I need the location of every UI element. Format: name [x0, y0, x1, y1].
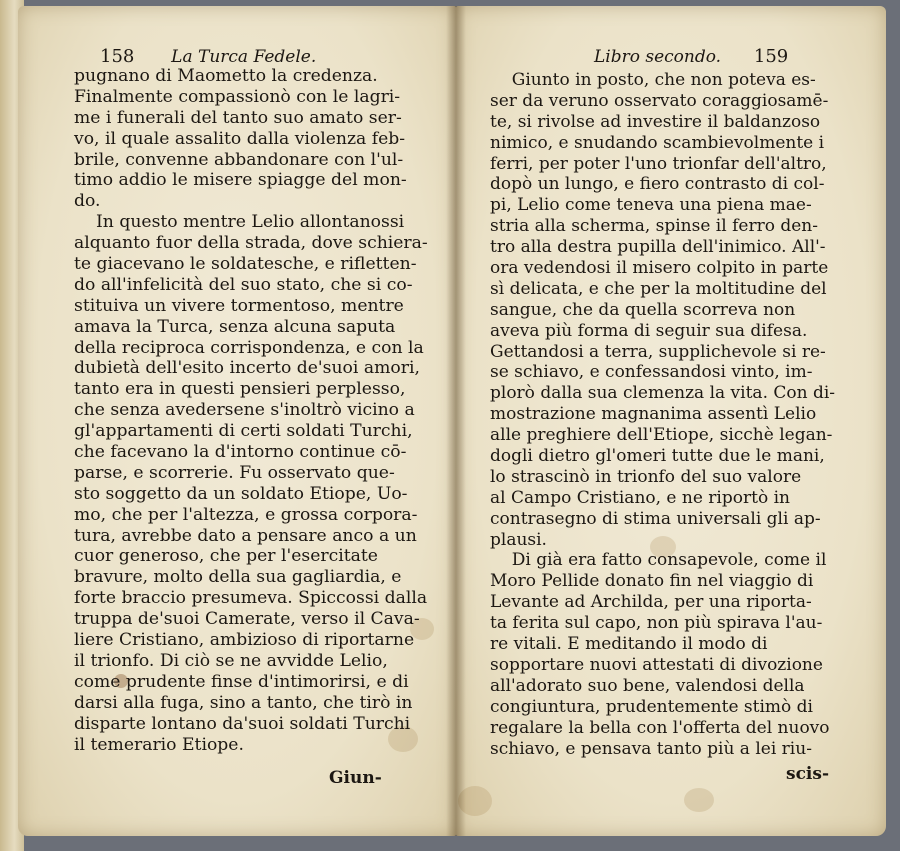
text-line: congiuntura, prudentemente stimò di	[490, 696, 813, 717]
text-line: nimico, e snudando scambievolmente i	[490, 132, 825, 153]
text-line: ora vedendosi il misero colpito in parte	[490, 258, 829, 279]
text-line: Finalmente compassionò con le lagri-	[74, 86, 401, 107]
text-line: mo, che per l'altezza, e grossa corpora-	[74, 504, 418, 525]
text-line: truppa de'suoi Camerate, verso il Cava-	[74, 609, 420, 630]
text-line: Giunto in posto, che non poteva es-	[511, 70, 816, 90]
text-line: regalare la bella con l'offerta del nuovo	[490, 717, 830, 738]
text-line: do.	[74, 191, 101, 212]
text-line: sangue, che da quella scorreva non	[490, 299, 796, 320]
text-line: plausi.	[490, 529, 547, 550]
text-line: ta ferita sul capo, non più spirava l'au-	[490, 613, 823, 634]
running-title: La Turca Fedele.	[171, 47, 317, 67]
page-number: 159	[753, 46, 789, 67]
catchword: Giun-	[329, 768, 382, 788]
text-line: te, si rivolse ad investire il baldanzoso	[490, 111, 821, 132]
text-line: aveva più forma di seguir sua difesa.	[490, 320, 808, 341]
text-line: tura, avrebbe dato a pensare anco a un	[74, 525, 417, 546]
right-page	[456, 6, 886, 836]
text-line: pugnano di Maometto la credenza.	[74, 66, 378, 86]
text-line: della reciproca corrispondenza, e con la	[74, 337, 424, 358]
page-number: 158	[100, 46, 135, 67]
running-title: Libro secondo.	[594, 47, 722, 67]
text-line: vo, il quale assalito dalla violenza feb-	[74, 128, 406, 149]
text-line: amava la Turca, senza alcuna saputa	[74, 316, 396, 337]
text-line: tanto era in questi pensieri perplesso,	[74, 379, 406, 400]
text-line: bravure, molto della sua gagliardia, e	[74, 567, 402, 588]
text-line: forte braccio presumeva. Spiccossi dalla	[74, 588, 428, 609]
text-line: schiavo, e pensava tanto più a lei riu-	[490, 738, 812, 759]
catchword: scis-	[786, 764, 830, 784]
text-line: Di già era fatto consapevole, come il	[511, 550, 827, 571]
text-line: stria alla scherma, spinse il ferro den-	[490, 216, 818, 237]
text-line: sì delicata, e che per la moltitudine del	[490, 278, 827, 299]
text-line: sto soggetto da un soldato Etiope, Uo-	[74, 483, 408, 504]
text-line: gl'appartamenti di certi soldati Turchi,	[74, 421, 413, 442]
text-line: timo addio le misere spiagge del mon-	[74, 170, 407, 191]
text-line: se schiavo, e confessandosi vinto, im-	[490, 362, 813, 383]
text-line: brile, convenne abbandonare con l'ul-	[74, 149, 404, 170]
text-line: Levante ad Archilda, per una riporta-	[490, 592, 812, 613]
text-line: plorò dalla sua clemenza la vita. Con di-	[490, 383, 836, 404]
text-line: mostrazione magnanima assentì Lelio	[490, 404, 817, 425]
text-line: tro alla destra pupilla dell'inimico. All'-	[490, 237, 826, 258]
text-line: sopportare nuovi attestati di divozione	[490, 654, 823, 675]
text-line: alle preghiere dell'Etiope, sicchè legan-	[490, 425, 833, 446]
text-line: lo strascinò in trionfo del suo valore	[490, 466, 802, 487]
text-line: pi, Lelio come teneva una piena mae-	[490, 195, 812, 216]
text-line: al Campo Cristiano, e ne riportò in	[490, 487, 790, 508]
text-line: darsi alla fuga, sino a tanto, che tirò in	[74, 692, 413, 713]
text-line: che senza avedersene s'inoltrò vicino a	[74, 400, 415, 421]
text-line: che facevano la d'intorno continue cō-	[74, 442, 407, 463]
paper-stain	[684, 788, 714, 812]
text-line: Gettandosi a terra, supplichevole si re-	[490, 341, 826, 362]
text-line: liere Cristiano, ambizioso di riportarne	[74, 630, 415, 651]
text-line: alquanto fuor della strada, dove schiera-	[74, 233, 428, 254]
text-line: disparte lontano da'suoi soldati Turchi	[74, 713, 411, 734]
book-gutter	[446, 6, 466, 836]
text-line: stituiva un vivere tormentoso, mentre	[74, 295, 404, 316]
left-page-header	[100, 46, 316, 67]
text-line: In questo mentre Lelio allontanossi	[96, 212, 405, 233]
text-line: come prudente finse d'intimorirsi, e di	[74, 671, 409, 692]
right-page-text	[490, 70, 839, 759]
text-line: te giacevano le soldatesche, e rifletten-	[74, 254, 417, 275]
text-line: all'adorato suo bene, valendosi della	[490, 675, 805, 696]
text-line: il trionfo. Di ciò se ne avvidde Lelio,	[74, 650, 388, 671]
left-page-text	[74, 66, 428, 755]
text-line: dubietà dell'esito incerto de'suoi amori,	[74, 358, 420, 379]
text-line: parse, e scorrerie. Fu osservato que-	[74, 462, 395, 483]
left-page	[18, 6, 456, 836]
text-line: dogli dietro gl'omeri tutte due le mani,	[490, 446, 825, 467]
text-line: do all'infelicità del suo stato, che si co-	[74, 274, 413, 295]
text-line: Moro Pellide donato fin nel viaggio di	[490, 571, 814, 592]
text-line: ser da veruno osservato coraggiosamē-	[490, 90, 829, 111]
text-line: ferri, per poter l'uno trionfar dell'altro,	[490, 153, 827, 174]
right-page-header	[594, 46, 788, 67]
text-line: dopò un lungo, e fiero contrasto di col-	[490, 174, 825, 195]
text-line: re vitali. E meditando il modo di	[490, 634, 768, 655]
text-line: contrasegno di stima universali gli ap-	[490, 508, 821, 529]
text-line: cuor generoso, che per l'esercitate	[74, 546, 378, 567]
text-line: il temerario Etiope.	[74, 734, 244, 755]
text-line: me i funerali del tanto suo amato ser-	[74, 107, 402, 128]
